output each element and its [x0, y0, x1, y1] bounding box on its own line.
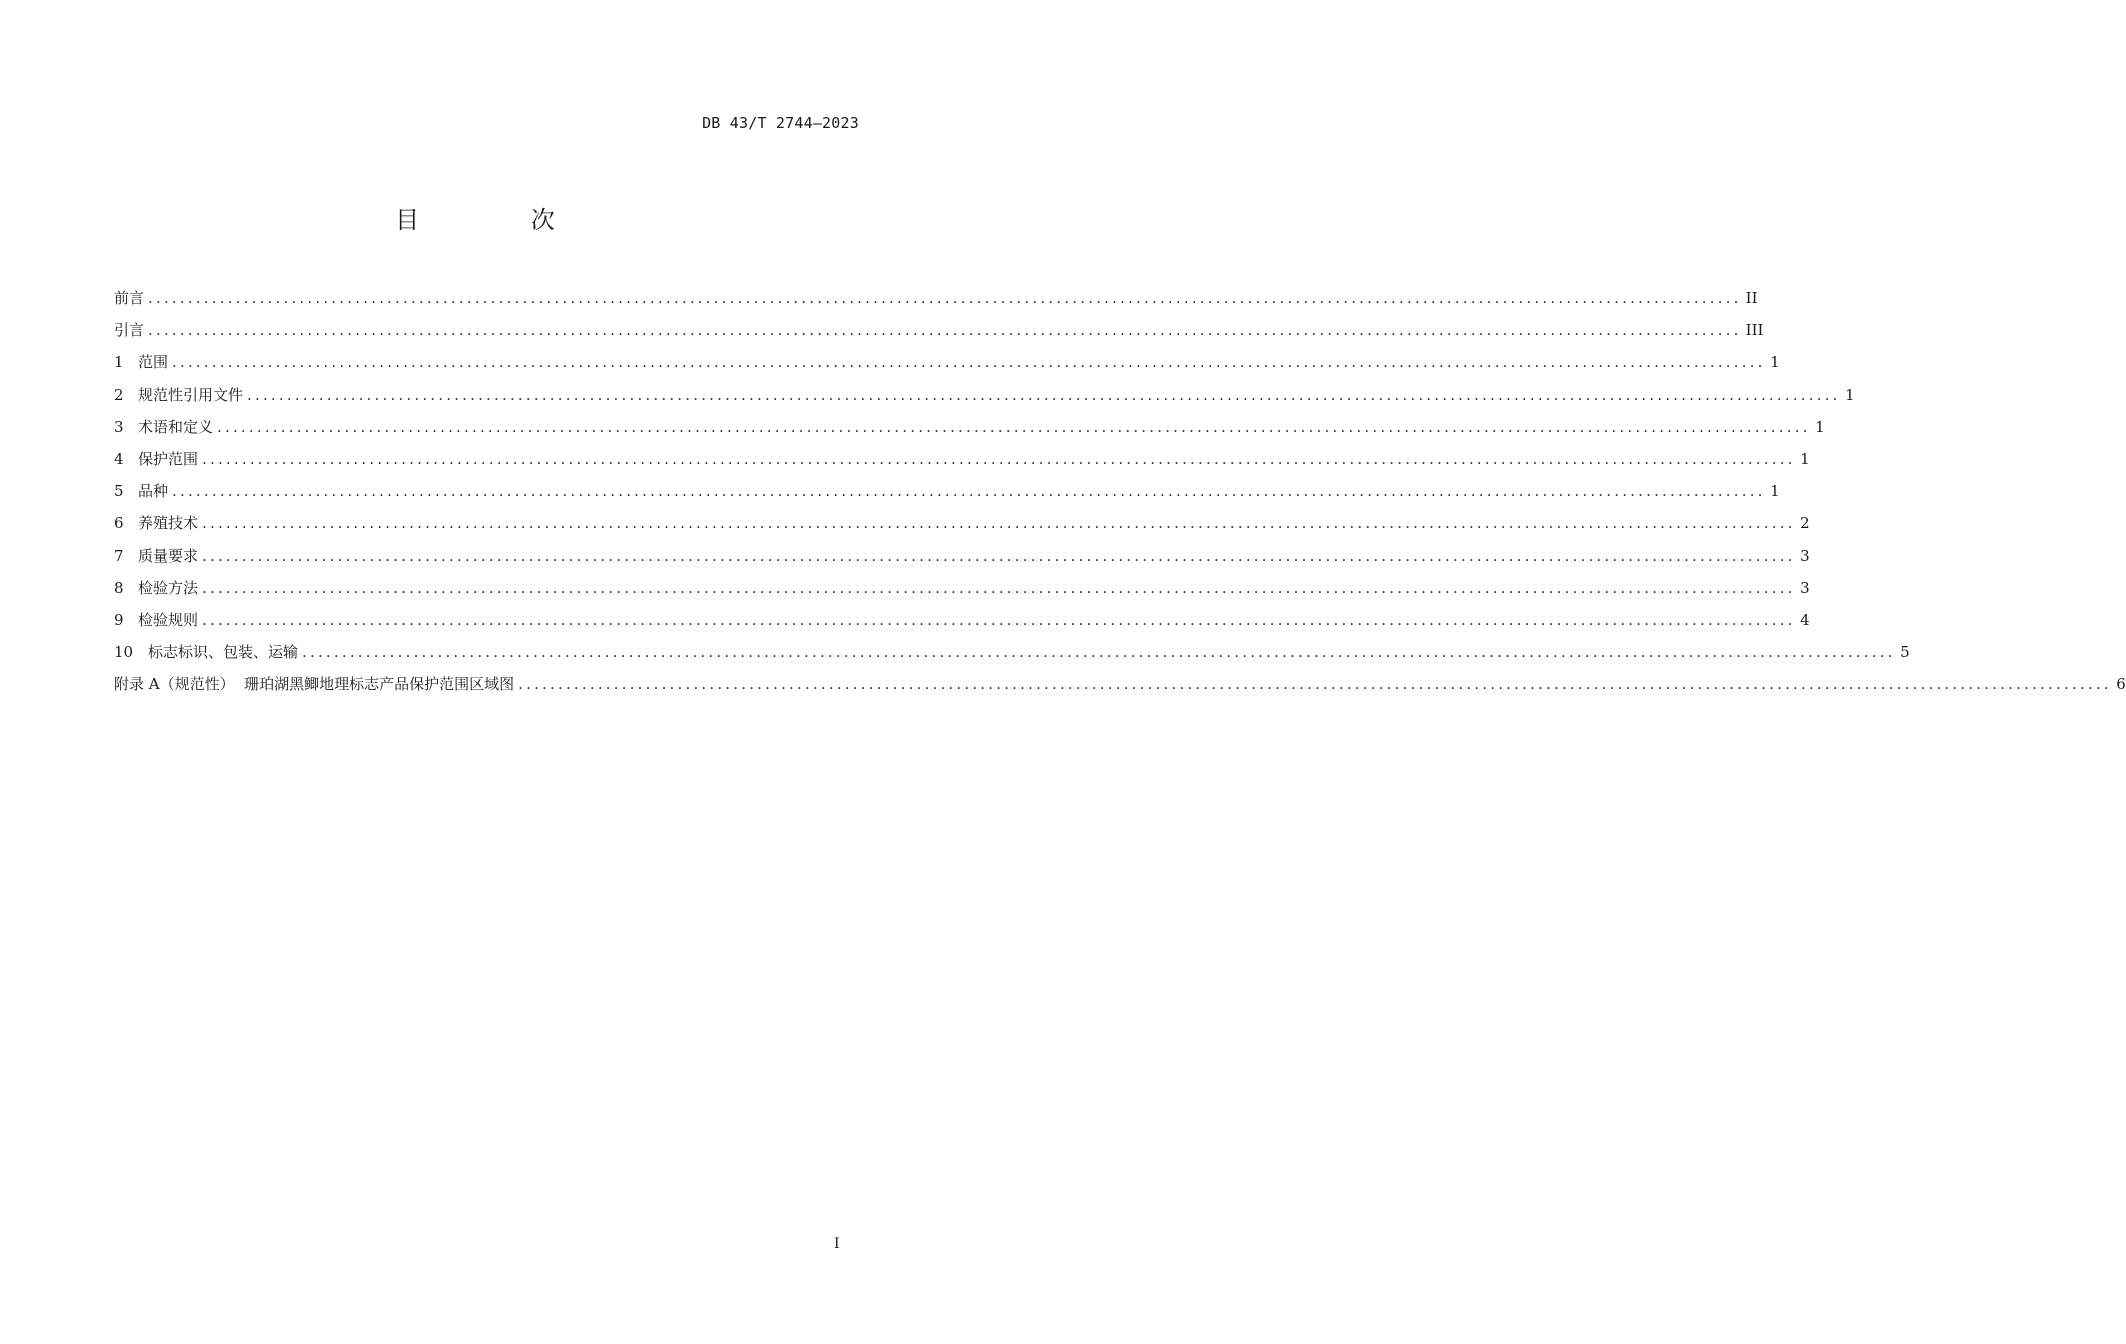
toc-entry-marking-packaging-transport[interactable] [114, 640, 1910, 672]
toc-entry-number: 5 [114, 482, 124, 501]
toc-entry-page: II [1745, 289, 1758, 307]
toc-entry-page: 5 [1900, 643, 1910, 662]
toc-entry-number: 3 [114, 417, 124, 436]
toc-title: 目 次 [395, 206, 607, 234]
toc-entry-label: 检验规则 [138, 610, 199, 629]
toc-leader-dots: ........................................................................................................................................................................................................ [202, 449, 1796, 468]
toc-leader-dots: ........................................................................................................................................................................................................ [518, 675, 2112, 694]
toc-entry-number: 7 [114, 546, 124, 565]
toc-leader-dots: ........................................................................................................................................................................................................ [202, 578, 1796, 597]
toc-entry-annex-a[interactable] [114, 672, 2126, 704]
toc-entry-number: 8 [114, 578, 124, 597]
toc-leader-dots: ........................................................................................................................................................................................................ [302, 643, 1896, 662]
toc-entry-breeding-technique[interactable] [114, 511, 1810, 543]
toc-entry-number: 6 [114, 514, 124, 533]
toc-entry-page: 6 [2116, 675, 2126, 694]
toc-entry-number: 4 [114, 449, 124, 468]
toc-entry-quality-requirements[interactable] [114, 544, 1810, 576]
toc-entry-scope[interactable] [114, 350, 1780, 382]
toc-entry-page: 1 [1770, 482, 1780, 501]
toc-entry-inspection-rules[interactable] [114, 608, 1810, 640]
toc-entry-page: 1 [1800, 449, 1810, 468]
toc-entry-terms-definitions[interactable] [114, 415, 1825, 447]
toc-entry-page: 1 [1815, 417, 1825, 436]
toc-entry-number: 2 [114, 385, 124, 404]
toc-leader-dots: ........................................................................................................................................................................................................ [202, 546, 1796, 565]
toc-entry-test-methods[interactable] [114, 576, 1810, 608]
toc-leader-dots: ........................................................................................................................................................................................................ [148, 289, 1742, 307]
toc-entry-label: 检验方法 [138, 578, 199, 597]
toc-entry-number: 1 [114, 353, 124, 372]
toc-entry-label: 标志标识、包装、运输 [148, 643, 299, 662]
toc-leader-dots: ........................................................................................................................................................................................................ [172, 353, 1766, 372]
toc-leader-dots: ........................................................................................................................................................................................................ [202, 514, 1796, 533]
toc-entry-normative-references[interactable] [114, 383, 1855, 415]
toc-leader-dots: ........................................................................................................................................................................................................ [247, 385, 1841, 404]
toc-entry-variety[interactable] [114, 479, 1780, 511]
toc-entry-page: 3 [1800, 546, 1810, 565]
toc-entry-label: 规范性引用文件 [138, 385, 244, 404]
toc-entry-label: 保护范围 [138, 449, 199, 468]
toc-entry-label: 术语和定义 [138, 417, 214, 436]
toc-entry-page: 2 [1800, 514, 1810, 533]
toc-entry-page: 4 [1800, 610, 1810, 629]
toc-entry-page: 1 [1770, 353, 1780, 372]
toc-entry-page: 3 [1800, 578, 1810, 597]
toc-leader-dots: ........................................................................................................................................................................................................ [172, 482, 1766, 501]
table-of-contents [114, 286, 2126, 704]
toc-leader-dots: ........................................................................................................................................................................................................ [217, 417, 1811, 436]
toc-entry-protection-range[interactable] [114, 447, 1810, 479]
page-number: I [834, 1236, 840, 1252]
standard-code: DB 43/T 2744—2023 [702, 114, 859, 132]
toc-leader-dots: ........................................................................................................................................................................................................ [148, 321, 1742, 340]
toc-entry-label: 附录 A（规范性） 珊珀湖黑鲫地理标志产品保护范围区域图 [114, 675, 515, 694]
toc-entry-page: III [1745, 321, 1764, 340]
toc-entry-label: 前言 [114, 289, 145, 307]
toc-entry-label: 范围 [138, 353, 169, 372]
toc-entry-label: 引言 [114, 321, 145, 340]
toc-entry-number: 10 [114, 643, 134, 662]
toc-entry-label: 质量要求 [138, 546, 199, 565]
toc-entry-label: 养殖技术 [138, 514, 199, 533]
toc-entry-page: 1 [1845, 385, 1855, 404]
toc-entry-number: 9 [114, 610, 124, 629]
toc-entry-introduction[interactable] [114, 318, 1764, 350]
toc-leader-dots: ........................................................................................................................................................................................................ [202, 610, 1796, 629]
toc-entry-label: 品种 [138, 482, 169, 501]
toc-entry-foreword[interactable] [114, 286, 1758, 318]
